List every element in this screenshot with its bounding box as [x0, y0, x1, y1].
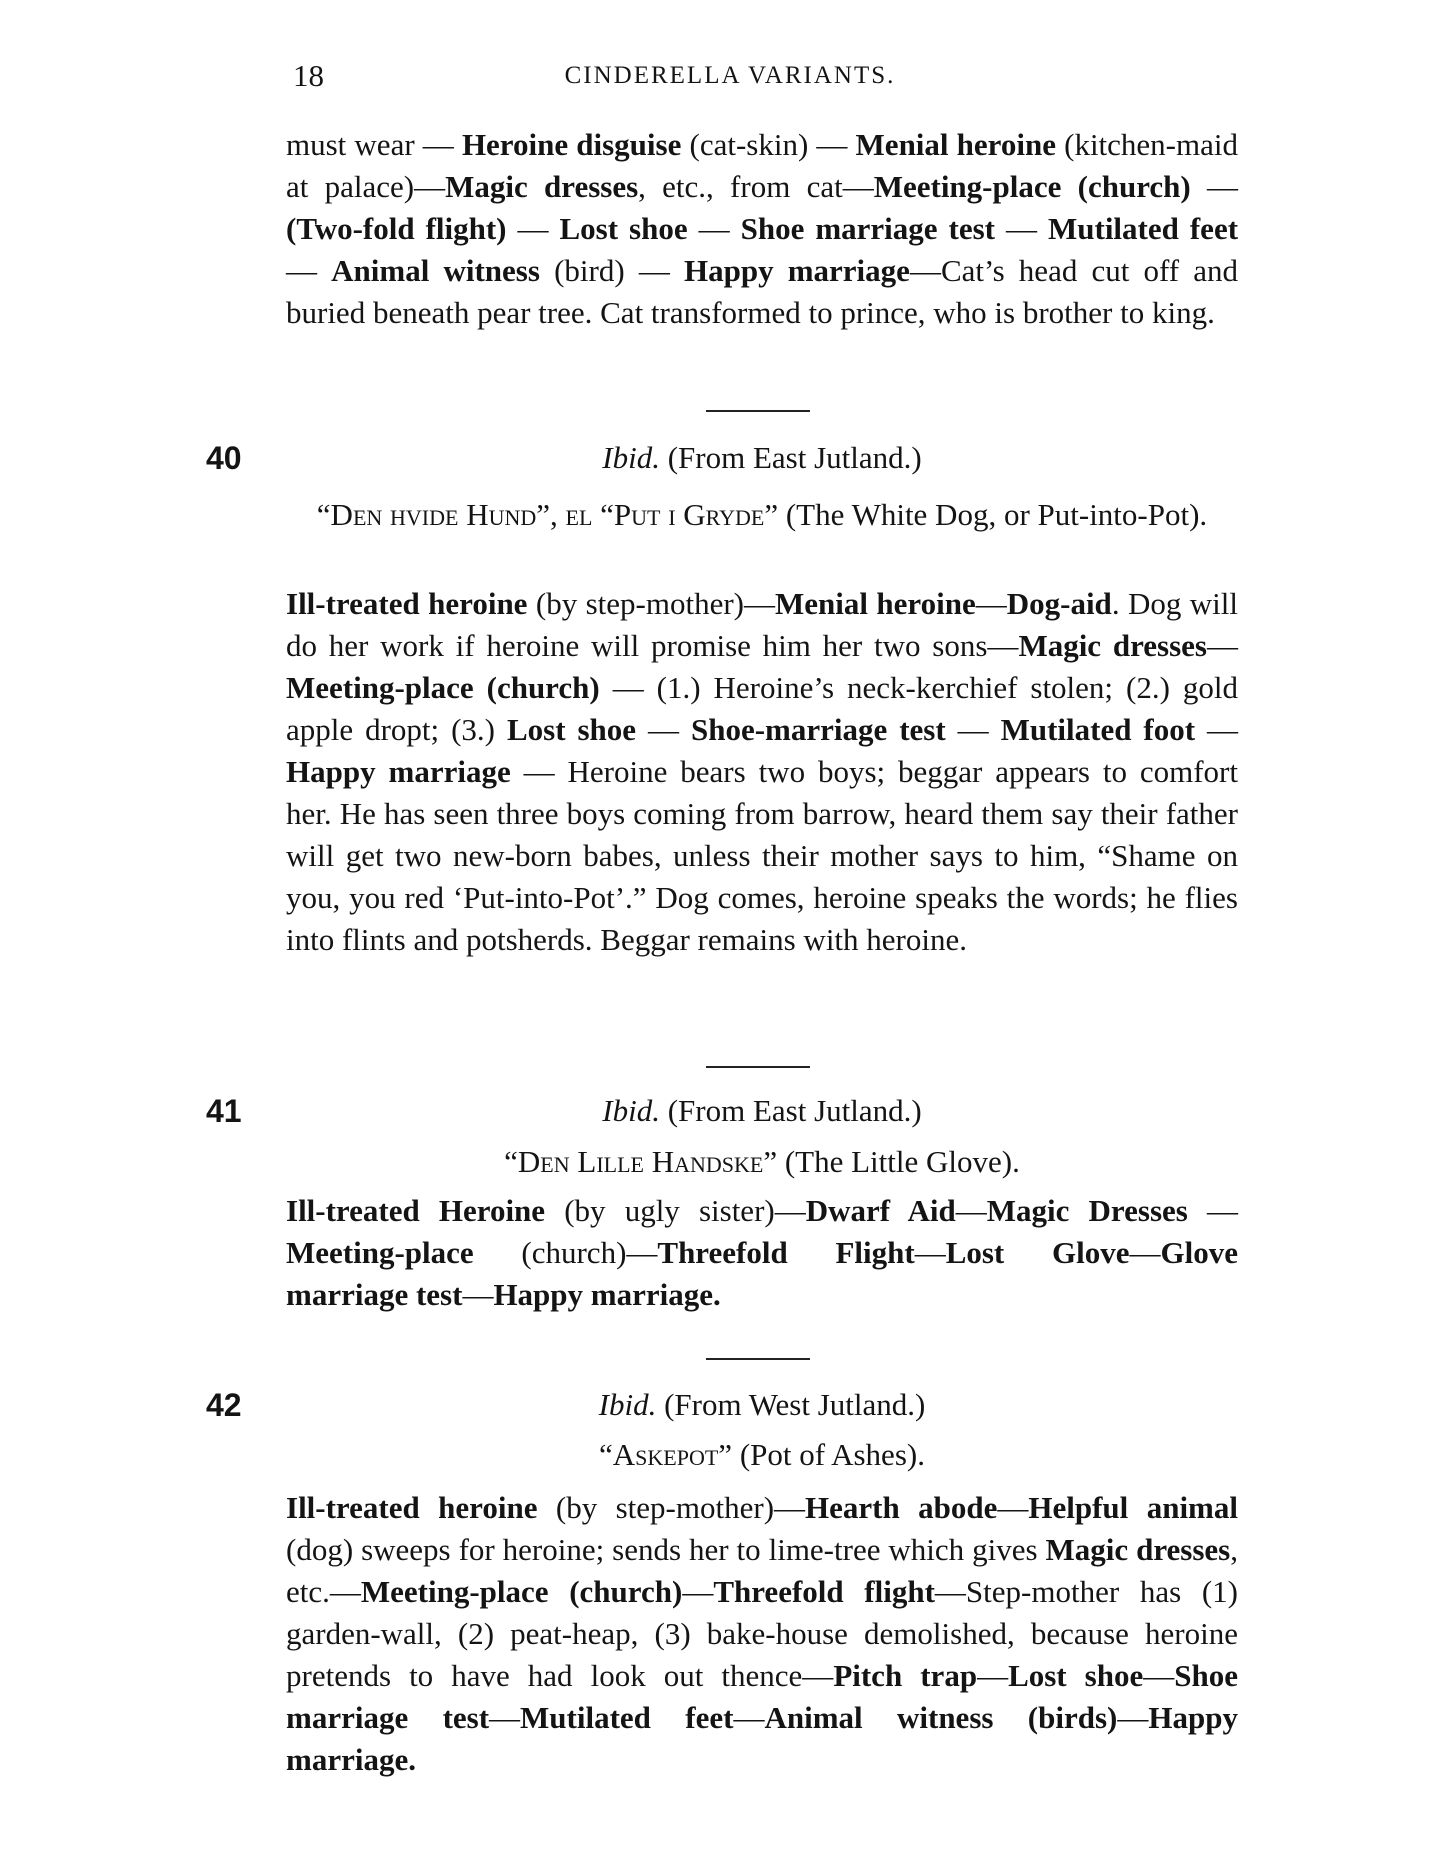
summary-text: — [995, 211, 1048, 246]
motif-bold-text: Mutilated feet [1048, 211, 1239, 246]
summary-text: — [977, 1658, 1009, 1693]
summary-text: — [945, 712, 1001, 747]
motif-bold-text: Ill-treated heroine [286, 586, 528, 621]
tale-title-original: “Den Lille Handske” [504, 1144, 778, 1179]
summary-text: — [1190, 169, 1238, 204]
motif-bold-text: Shoe-marriage test [690, 712, 946, 747]
motif-bold-text: Happy marriage [683, 253, 910, 288]
motif-bold-text: Happy marriage. [493, 1277, 721, 1312]
tale-title [286, 1433, 1238, 1477]
motif-bold-text: Animal witness (birds) [764, 1700, 1118, 1735]
summary-text: — [682, 1574, 714, 1609]
summary-text: — [997, 1490, 1029, 1525]
summary-text: — [955, 1193, 987, 1228]
summary-text: — [914, 1235, 946, 1270]
running-title: CINDERELLA VARIANTS. [564, 62, 896, 89]
motif-bold-text: Magic Dresses [986, 1193, 1188, 1228]
summary-text: — [1117, 1700, 1149, 1735]
source-ibid: Ibid. [602, 440, 660, 475]
motif-bold-text: Menial heroine [775, 586, 976, 621]
entry-summary [286, 583, 1238, 961]
entry-source [286, 1384, 1238, 1426]
tale-title-original: “Askepot” [599, 1437, 733, 1472]
motif-bold-text: Lost shoe [559, 211, 688, 246]
motif-bold-text: Magic dresses [445, 169, 639, 204]
running-head [0, 58, 1445, 98]
motif-bold-text: Meeting-place (church) [286, 670, 600, 705]
motif-bold-text: Shoe marriage test [286, 1658, 1238, 1735]
source-detail: (From East Jutland.) [659, 1093, 922, 1128]
summary-text: — [286, 253, 332, 288]
summary-text: — [687, 211, 741, 246]
summary-text: (church)— [473, 1235, 658, 1270]
motif-bold-text: Mutilated feet [520, 1700, 734, 1735]
summary-text: (by step-mother)— [527, 586, 776, 621]
source-ibid: Ibid. [602, 1093, 660, 1128]
entry-number: 42 [206, 1387, 242, 1423]
summary-text: — [462, 1277, 494, 1312]
entry-summary [286, 1190, 1238, 1316]
motif-bold-text: Dwarf Aid [805, 1193, 956, 1228]
continuation-paragraph [286, 124, 1238, 334]
tale-title-translation: (Pot of Ashes). [732, 1437, 925, 1472]
summary-text: — [506, 211, 560, 246]
summary-text: , etc.— [286, 1532, 1238, 1609]
motif-bold-text: Heroine disguise [461, 127, 682, 162]
motif-bold-text: Menial heroine [855, 127, 1056, 162]
section-divider [706, 1358, 810, 1360]
summary-text: — [1195, 712, 1239, 747]
source-detail: (From West Jutland.) [656, 1387, 926, 1422]
summary-text: — [1187, 1193, 1239, 1228]
section-divider [706, 1066, 810, 1068]
motif-bold-text: Lost Glove [945, 1235, 1130, 1270]
entry-summary [286, 1487, 1238, 1781]
motif-bold-text: Meeting-place (church) [360, 1574, 683, 1609]
motif-bold-text: Ill-treated Heroine [286, 1193, 546, 1228]
motif-bold-text: Hearth abode [805, 1490, 998, 1525]
summary-text: — [975, 586, 1007, 621]
summary-text: must wear — [286, 127, 462, 162]
summary-text: — [1143, 1658, 1175, 1693]
summary-text: — [636, 712, 691, 747]
motif-bold-text: Meeting-place [286, 1235, 474, 1270]
motif-bold-text: Threefold Flight [657, 1235, 915, 1270]
tale-title-translation: (The Little Glove). [777, 1144, 1020, 1179]
motif-bold-text: Lost shoe [506, 712, 637, 747]
summary-text: —Step-mother has (1) garden-wall, (2) peat-heap, (3) bake-house demolished, because heroine pretends to have had look out thence— [286, 1574, 1238, 1693]
summary-text: —Cat’s head cut off and buried beneath pear tree. Cat transformed to prince, who is brother to king. [286, 253, 1238, 330]
motif-bold-text: (Two-fold flight) [286, 211, 507, 246]
page-number: 18 [293, 58, 324, 93]
entry-number: 41 [206, 1093, 242, 1129]
motif-bold-text: Dog-aid [1006, 586, 1112, 621]
motif-bold-text: Meeting-place (church) [873, 169, 1191, 204]
motif-bold-text: Glove marriage test [286, 1235, 1238, 1312]
summary-text: (dog) sweeps for heroine; sends her to lime-tree which gives [286, 1532, 1046, 1567]
motif-bold-text: Helpful animal [1028, 1490, 1238, 1525]
summary-text: — [733, 1700, 765, 1735]
tale-title-translation: (The White Dog, or Put-into-Pot). [778, 497, 1208, 532]
motif-bold-text: Threefold flight [713, 1574, 935, 1609]
motif-bold-text: Happy marriage. [286, 1700, 1238, 1777]
motif-bold-text: Animal witness [331, 253, 540, 288]
entry-source [286, 1090, 1238, 1132]
summary-text: , etc., from cat— [638, 169, 874, 204]
summary-text: (bird) — [539, 253, 684, 288]
motif-bold-text: Shoe marriage test [740, 211, 996, 246]
motif-bold-text: Lost shoe [1008, 1658, 1144, 1693]
summary-text: — [1207, 628, 1238, 663]
section-divider [706, 410, 810, 412]
motif-bold-text: Pitch trap [833, 1658, 978, 1693]
tale-title [286, 493, 1238, 537]
entry-number: 40 [206, 440, 242, 476]
summary-text: . Dog will do her work if heroine will promise him her two sons— [286, 586, 1239, 663]
tale-title-original: “Den hvide Hund”, el “Put i Gryde” [316, 497, 779, 532]
summary-text: — [489, 1700, 521, 1735]
summary-text: (cat-skin) — [681, 127, 856, 162]
entry-source [286, 437, 1238, 479]
summary-text: — [1129, 1235, 1161, 1270]
motif-bold-text: Happy marriage [286, 754, 511, 789]
source-detail: (From East Jutland.) [659, 440, 922, 475]
summary-text: — Heroine bears two boys; beggar appears to comfort her. He has seen three boys coming from barrow, heard them say their father will get two new-born babes, unless their mother says to him, “Shame on you, you red ‘Put-into-Pot’.” Dog comes, heroine speaks the words; he flies into flints and potsherds. Beggar remains with heroine. [286, 754, 1238, 957]
motif-bold-text: Mutilated foot [1000, 712, 1196, 747]
motif-bold-text: Magic dresses [1045, 1532, 1231, 1567]
summary-text: (by step-mother)— [537, 1490, 806, 1525]
summary-text: — (1.) Heroine’s neck-kerchief stolen; (2.) gold apple dropt; (3.) [286, 670, 1238, 747]
summary-text: (kitchen-maid at palace)— [286, 127, 1238, 204]
motif-bold-text: Magic dresses [1018, 628, 1207, 663]
tale-title [286, 1140, 1238, 1184]
summary-text: (by ugly sister)— [545, 1193, 806, 1228]
motif-bold-text: Ill-treated heroine [286, 1490, 538, 1525]
source-ibid: Ibid. [598, 1387, 657, 1422]
